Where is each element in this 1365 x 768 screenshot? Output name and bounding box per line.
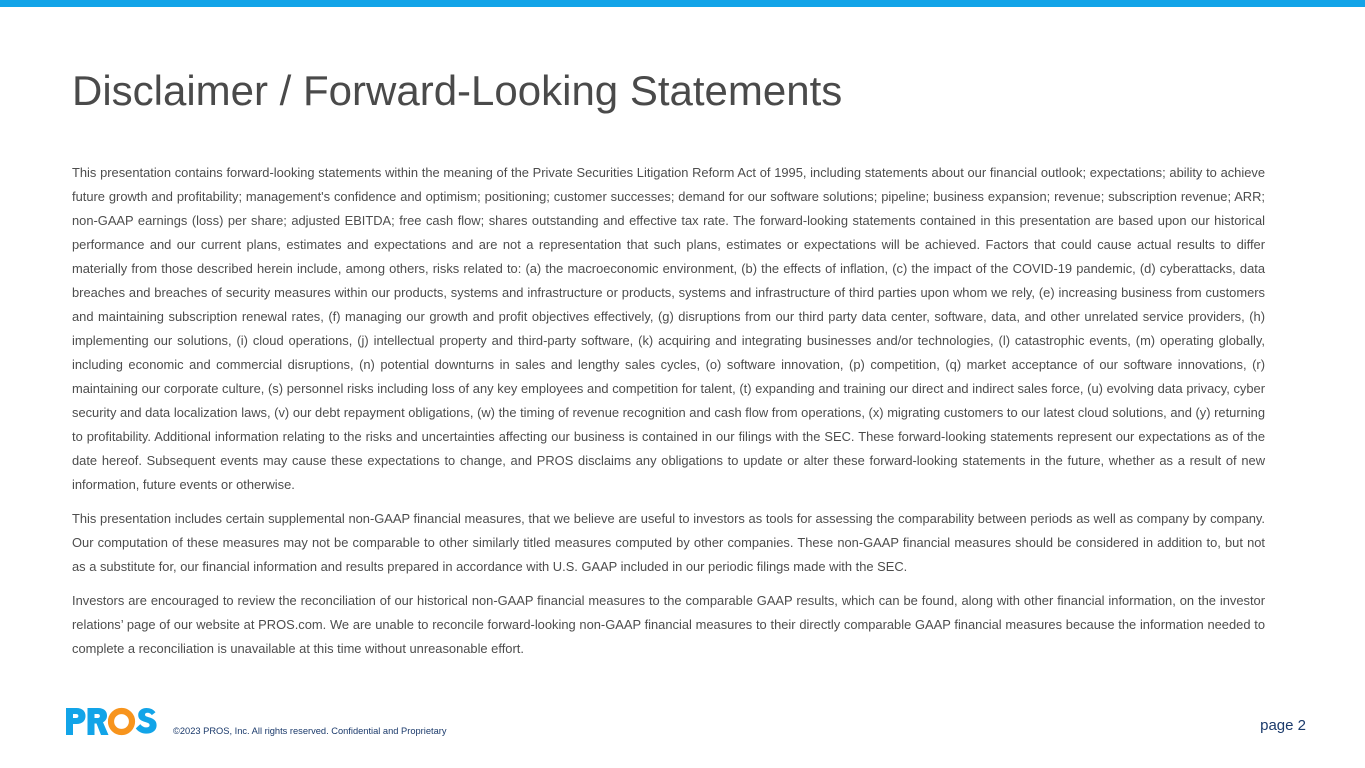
pros-logo xyxy=(65,705,158,737)
page-title: Disclaimer / Forward-Looking Statements xyxy=(72,67,843,114)
top-accent-bar xyxy=(0,0,1365,7)
copyright-notice: ©2023 PROS, Inc. All rights reserved. Confidential and Proprietary xyxy=(173,726,447,736)
paragraph-forward-looking: This presentation contains forward-looking statements within the meaning of the Private Securities Litigation Reform Act of 1995, including statements about our financial outlook; expectations; ability to achieve future growth and profitability; management's confidence and optimism; positioning; customer successes; demand for our software solutions; pipeline; business expansion; revenue; subscription revenue; ARR; non-GAAP earnings (loss) per share; adjusted EBITDA; free cash flow; shares outstanding and effective tax rate. The forward-looking statements contained in this presentation are based upon our historical performance and our current plans, estimates and expectations and are not a representation that such plans, estimates or expectations will be achieved. Factors that could cause actual results to differ materially from those described herein include, among others, risks related to: (a) the macroeconomic environment, (b) the effects of inflation, (c) the impact of the COVID-19 pandemic, (d) cyberattacks, data breaches and breaches of security measures within our products, systems and infrastructure or products, systems and infrastructure of third parties upon whom we rely, (e) increasing business from customers and maintaining subscription renewal rates, (f) managing our growth and profit objectives effectively, (g) disruptions from our third party data center, software, data, and other unrelated service providers, (h) implementing our solutions, (i) cloud operations, (j) intellectual property and third-party software, (k) acquiring and integrating businesses and/or technologies, (l) catastrophic events, (m) operating globally, including economic and commercial disruptions, (n) potential downturns in sales and lengthy sales cycles, (o) software innovation, (p) competition, (q) market acceptance of our software innovations, (r) maintaining our corporate culture, (s) personnel risks including loss of any key employees and competition for talent, (t) expanding and training our direct and indirect sales force, (u) evolving data privacy, cyber security and data localization laws, (v) our debt repayment obligations, (w) the timing of revenue recognition and cash flow from operations, (x) migrating customers to our latest cloud solutions, and (y) returning to profitability. Additional information relating to the risks and uncertainties affecting our business is contained in our filings with the SEC. These forward-looking statements represent our expectations as of the date hereof. Subsequent events may cause these expectations to change, and PROS disclaims any obligations to update or alter these forward-looking statements in the future, whether as a result of new information, future events or otherwise. xyxy=(72,165,1265,492)
page-number: page 2 xyxy=(1260,717,1306,734)
paragraph-non-gaap: This presentation includes certain supplemental non-GAAP financial measures, that we believe are useful to investors as tools for assessing the comparability between periods as well as company by company. Our computation of these measures may not be comparable to other similarly titled measures computed by other companies. These non-GAAP financial measures should be considered in addition to, but not as a substitute for, our financial information and results prepared in accordance with U.S. GAAP included in our periodic filings made with the SEC. xyxy=(72,511,1265,574)
paragraph-reconciliation: Investors are encouraged to review the reconciliation of our historical non-GAAP financial measures to the comparable GAAP results, which can be found, along with other financial information, on the investor relations’ page of our website at PROS.com. We are unable to reconcile forward-looking non-GAAP financial measures to their directly comparable GAAP financial measures because the information needed to complete a reconciliation is unavailable at this time without unreasonable effort. xyxy=(72,593,1265,656)
disclaimer-body xyxy=(72,161,1265,671)
